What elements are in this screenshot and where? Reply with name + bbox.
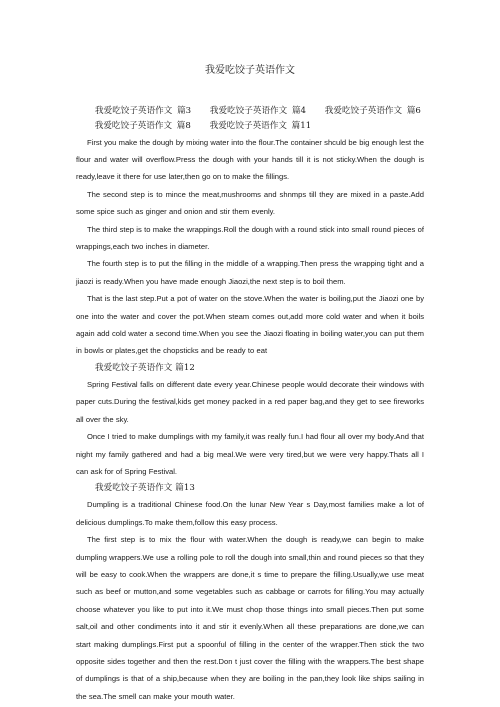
related-essays-links [76, 104, 424, 134]
paragraph: First you make the dough by mixing water into the flour.The container shculd be big enough lest the flour and water will overflow.Press the dough with your hands till it is not sticky.When the dough is ready,leave it there for use later,then go on to make the fillings. [76, 137, 424, 182]
paragraph: Spring Festival falls on different date every year.Chinese people would decorate their windows with paper cuts.During the festival,kids get money packed in a red paper bag,and they get to see fireworks all over the sky. [76, 379, 424, 424]
paragraph: The first step is to mix the flour with water.When the dough is ready,we can begin to make dumpling wrappers.We use a rolling pole to roll the dough into small,thin and round pieces so that they will be easy to cook.When the wrappers are done,it s time to prepare the filling.Usually,we use meat such as beef or mutton,and some vegetables such as cabbage or carrots for filling.You may actually choose whatever you like to put into it.We must chop those things into small pieces.Then put some salt,oil and other condiments into it and stir it evenly.When all these preparations are done,we can start making dumplings.First put a spoonful of filling in the center of the wrapper.Then stick the two opposite sides together and then the rest.Don t just cover the filling with the wrappers.The best shape of dumplings is that of a ship,because when they are boiling in the pan,they look like ships sailing in the sea.The smell can make your mouth water. [76, 535, 424, 701]
paragraph: The third step is to make the wrappings.Roll the dough with a round stick into small round pieces of wrappings,each two inches in diameter. [76, 224, 424, 252]
paragraph: That is the last step.Put a pot of water on the stove.When the water is boiling,put the Jiaozi one by one into the water and cover the pot.When steam comes out,add more cold water and when it boils again add cold water a second time.When you see the Jiaozi floating in boiling water,you can put them in bowls or plates,get the chopsticks and be ready to eat [76, 294, 424, 356]
essay-link-3[interactable]: 我爱吃饺子英语作文 篇3 [95, 106, 192, 116]
paragraph: The second step is to mince the meat,mushrooms and shnmps till they are mixed in a paste.Add some spice such as ginger and onion and stir them evenly. [76, 189, 424, 217]
essay-link-4[interactable]: 我爱吃饺子英语作文 篇4 [209, 106, 307, 116]
essay-link-6[interactable]: 我爱吃饺子英语作文 篇6 [324, 106, 421, 116]
paragraph: The fourth step is to put the filling in the middle of a wrapping.Then press the wrapping tight and a jiaozi is ready.When you have made enough Jiaozi,the next step is to boil them. [76, 259, 424, 286]
paragraph: Dumpling is a traditional Chinese food.On the lunar New Year s Day,most families make a lot of delicious dumplings.To make them,follow this easy process. [76, 500, 424, 527]
essay-body [76, 134, 424, 706]
essay-link-11[interactable]: 我爱吃饺子英语作文 篇11 [209, 120, 312, 131]
page-title: 我爱吃饺子英语作文 [205, 65, 295, 76]
essay-link-8[interactable]: 我爱吃饺子英语作文 篇8 [94, 120, 191, 131]
paragraph: Once I tried to make dumplings with my family,it was really fun.I had flour all over my body.And that night my family gathered and had a big meal.We were very tired,but we were very happy.Thats all I can ask for of Spring Festival. [76, 432, 424, 476]
section-heading-12: 我爱吃饺子英语作文 篇12 [95, 362, 195, 373]
section-heading-13: 我爱吃饺子英语作文 篇13 [95, 483, 195, 494]
